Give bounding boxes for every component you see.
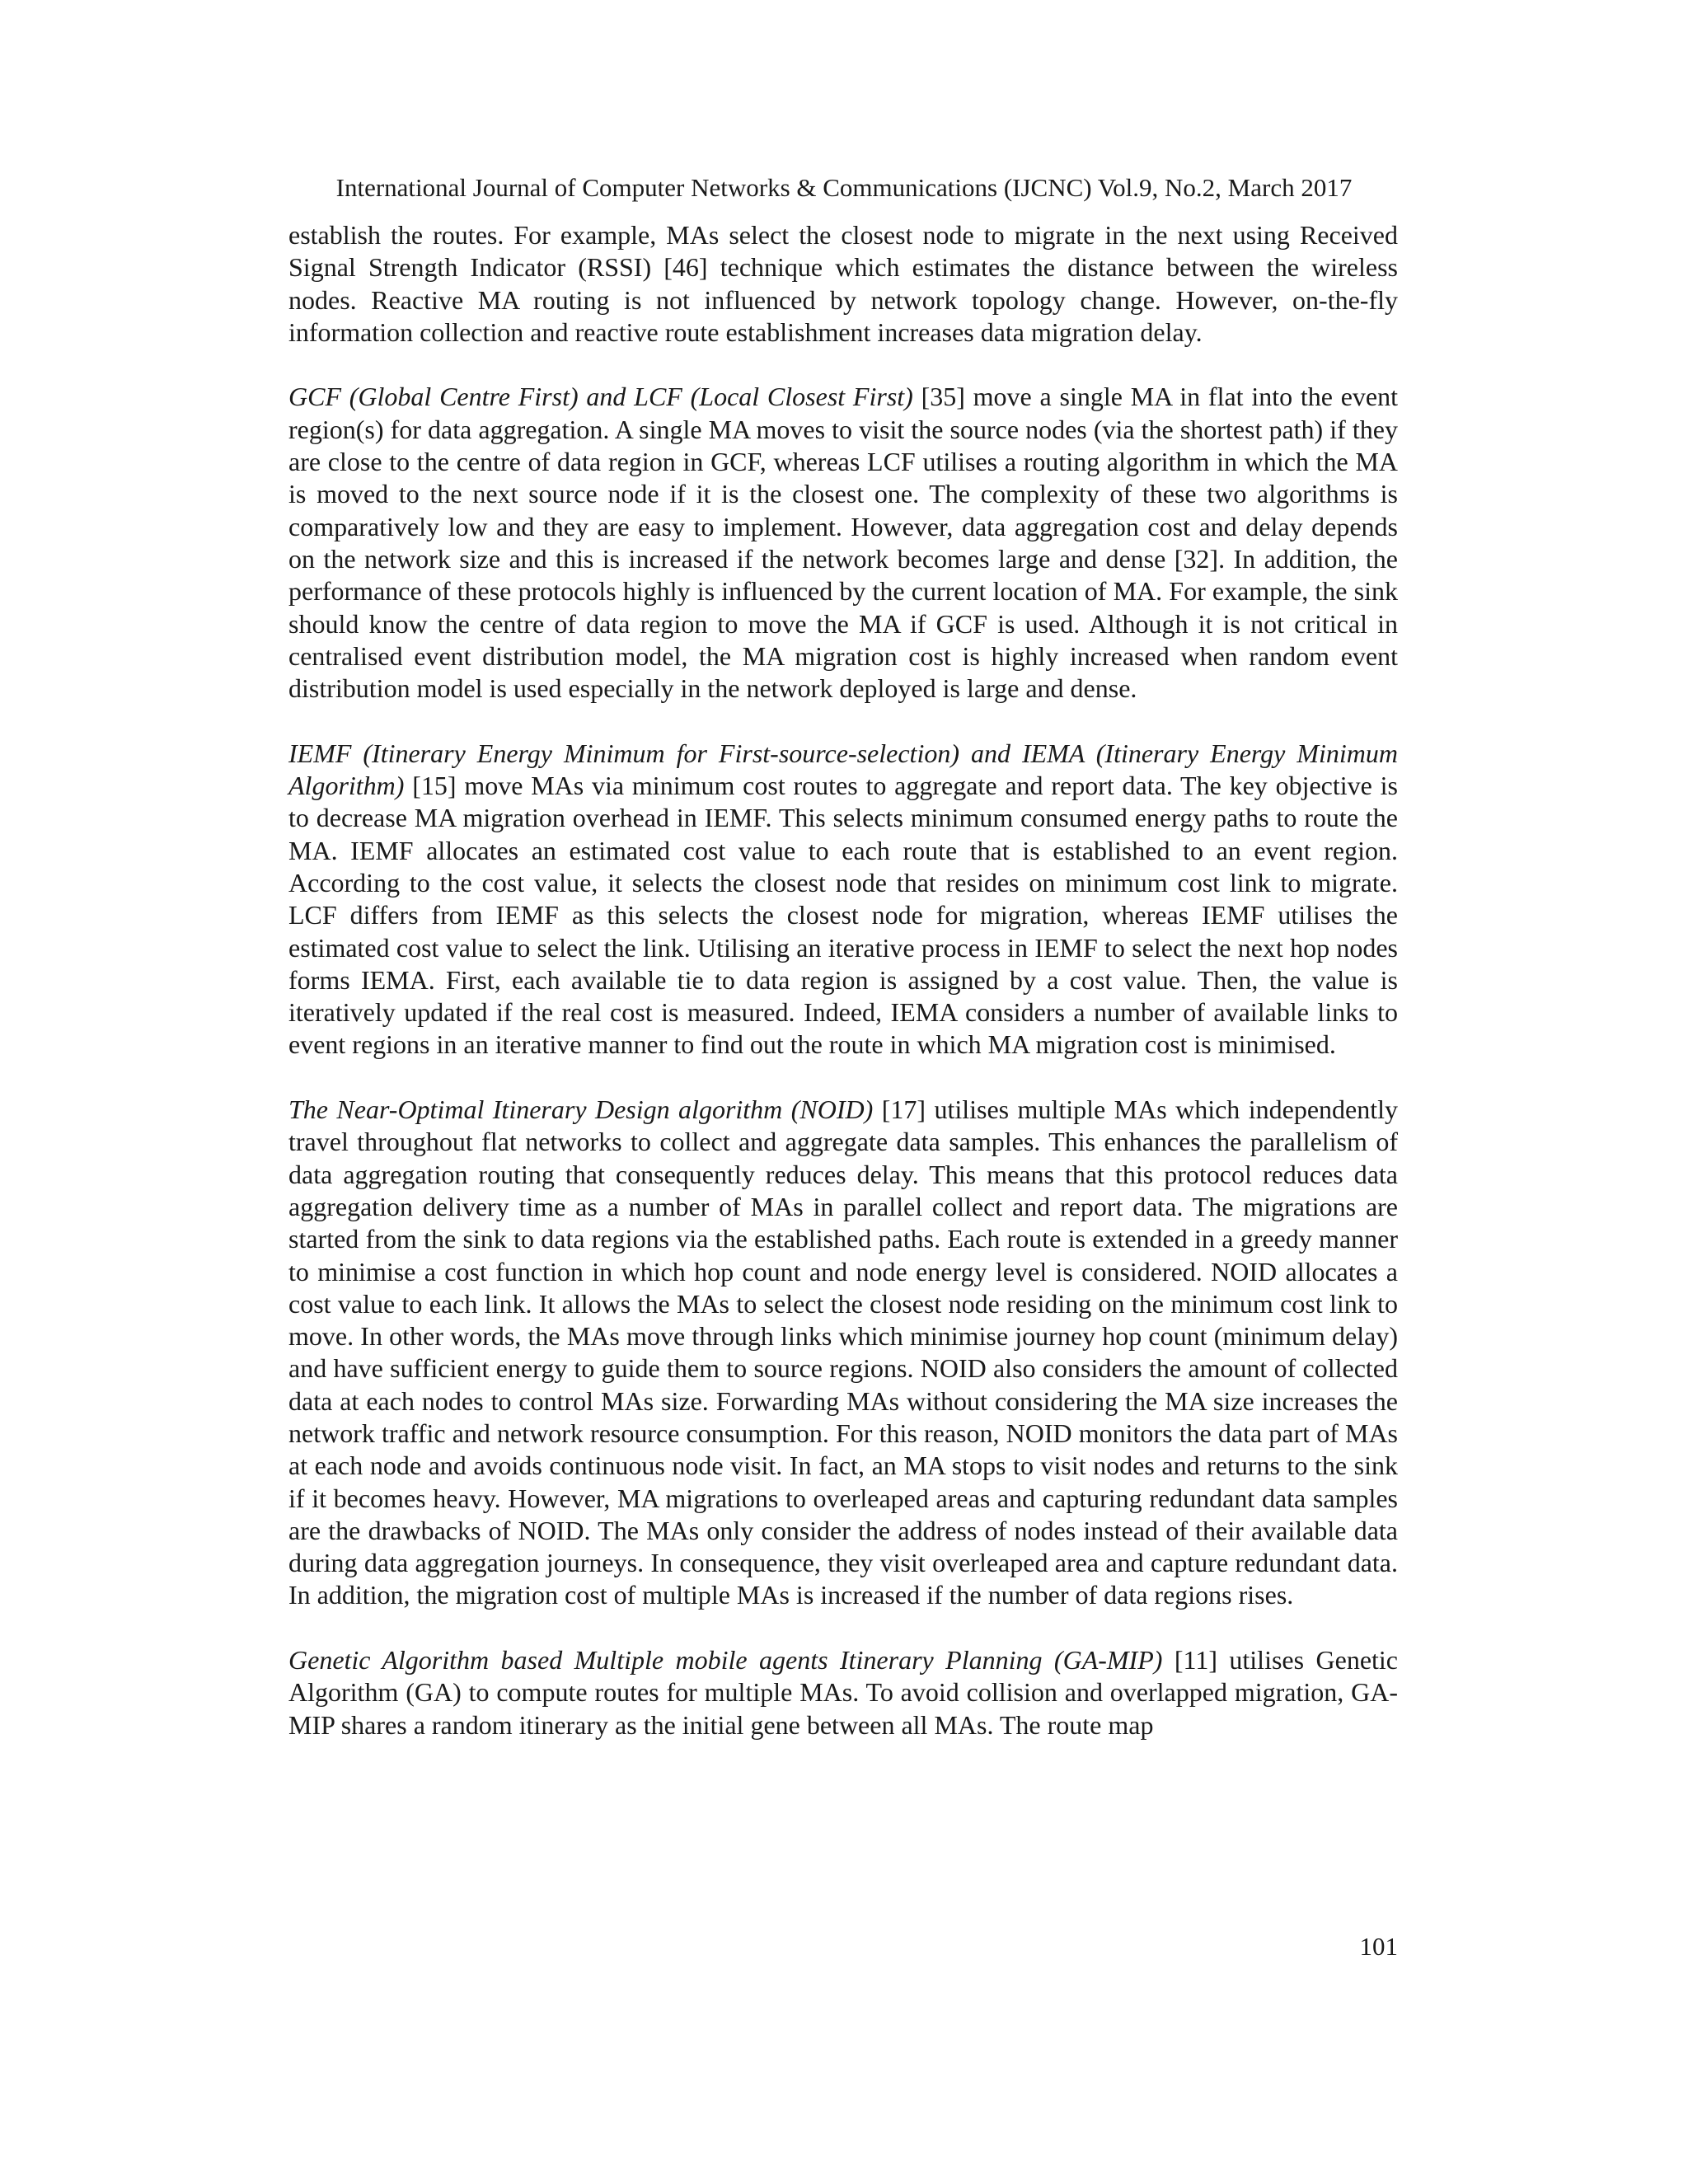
paragraph-lead-italic: IEMF (Itinerary Energy Minimum for First-source-selection) and IEMA (Itinerary Energy Minimum Algorithm)	[288, 738, 1398, 801]
paragraph-lead-italic: GCF (Global Centre First) and LCF (Local Closest First)	[288, 382, 913, 412]
paragraph-gcf-lcf	[288, 381, 1398, 705]
paragraph-text: [35] move a single MA in flat into the event region(s) for data aggregation. A single MA moves to visit the source nodes (via the shortest path) if they are close to the centre of data region in GCF, whereas LCF utilises a routing algorithm in which the MA is moved to the next source node if it is the closest one. The complexity of these two algorithms is comparatively low and they are easy to implement. However, data aggregation cost and delay depends on the network size and this is increased if the network becomes large and dense [32]. In addition, the performance of these protocols highly is influenced by the current location of MA. For example, the sink should know the centre of data region to move the MA if GCF is used. Although it is not critical in centralised event distribution model, the MA migration cost is highly increased when random event distribution model is used especially in the network deployed is large and dense.	[288, 382, 1399, 704]
paragraph-text: [15] move MAs via minimum cost routes to aggregate and report data. The key objective is to decrease MA migration overhead in IEMF. This selects minimum consumed energy paths to route the MA. IEMF allocates an estimated cost value to each route that is established to an event region. According to the cost value, it selects the closest node that resides on minimum cost link to migrate. LCF differs from IEMF as this selects the closest node for migration, whereas IEMF utilises the estimated cost value to select the link. Utilising an iterative process in IEMF to select the next hop nodes forms IEMA. First, each available tie to data region is assigned by a cost value. Then, the value is iteratively updated if the real cost is measured. Indeed, IEMA considers a number of available links to event regions in an iterative manner to find out the route in which MA migration cost is minimised.	[288, 771, 1398, 1060]
paragraph-reactive-routing	[288, 219, 1398, 349]
paragraph-text: [11] utilises Genetic Algorithm (GA) to compute routes for multiple MAs. To avoid collision and overlapped migration, GA-MIP shares a random itinerary as the initial gene between all MAs. The route map	[288, 1645, 1399, 1740]
paragraph-noid	[288, 1094, 1398, 1612]
page-number: 101	[1359, 1932, 1398, 1961]
paragraph-lead-italic: Genetic Algorithm based Multiple mobile agents Itinerary Planning (GA-MIP)	[288, 1645, 1163, 1675]
paragraph-text: [17] utilises multiple MAs which independently travel throughout flat networks to collect and aggregate data samples. This enhances the parallelism of data aggregation routing that consequently reduces delay. This means that this protocol reduces data aggregation delivery time as a number of MAs in parallel collect and report data. The migrations are started from the sink to data regions via the established paths. Each route is extended in a greedy manner to minimise a cost function in which hop count and node energy level is considered. NOID allocates a cost value to each link. It allows the MAs to select the closest node residing on the minimum cost link to move. In other words, the MAs move through links which minimise journey hop count (minimum delay) and have sufficient energy to guide them to source regions. NOID also considers the amount of collected data at each nodes to control MAs size. Forwarding MAs without considering the MA size increases the network traffic and network resource consumption. For this reason, NOID monitors the data part of MAs at each node and avoids continuous node visit. In fact, an MA stops to visit nodes and returns to the sink if it becomes heavy. However, MA migrations to overleaped areas and capturing redundant data samples are the drawbacks of NOID. The MAs only consider the address of nodes instead of their available data during data aggregation journeys. In consequence, they visit overleaped area and capture redundant data. In addition, the migration cost of multiple MAs is increased if the number of data regions rises.	[288, 1094, 1399, 1610]
paragraph-ga-mip	[288, 1644, 1398, 1741]
paragraph-iemf-iema	[288, 738, 1398, 1062]
paragraph-lead-italic: The Near-Optimal Itinerary Design algorithm (NOID)	[288, 1094, 874, 1125]
running-head: International Journal of Computer Networks & Communications (IJCNC) Vol.9, No.2, March 2017	[335, 173, 1353, 202]
paragraph-text: establish the routes. For example, MAs select the closest node to migrate in the next using Received Signal Strength Indicator (RSSI) [46] technique which estimates the distance between the wireless nodes. Reactive MA routing is not influenced by network topology change. However, on-the-fly information collection and reactive route establishment increases data migration delay.	[288, 220, 1398, 347]
body-text	[288, 219, 1398, 1741]
